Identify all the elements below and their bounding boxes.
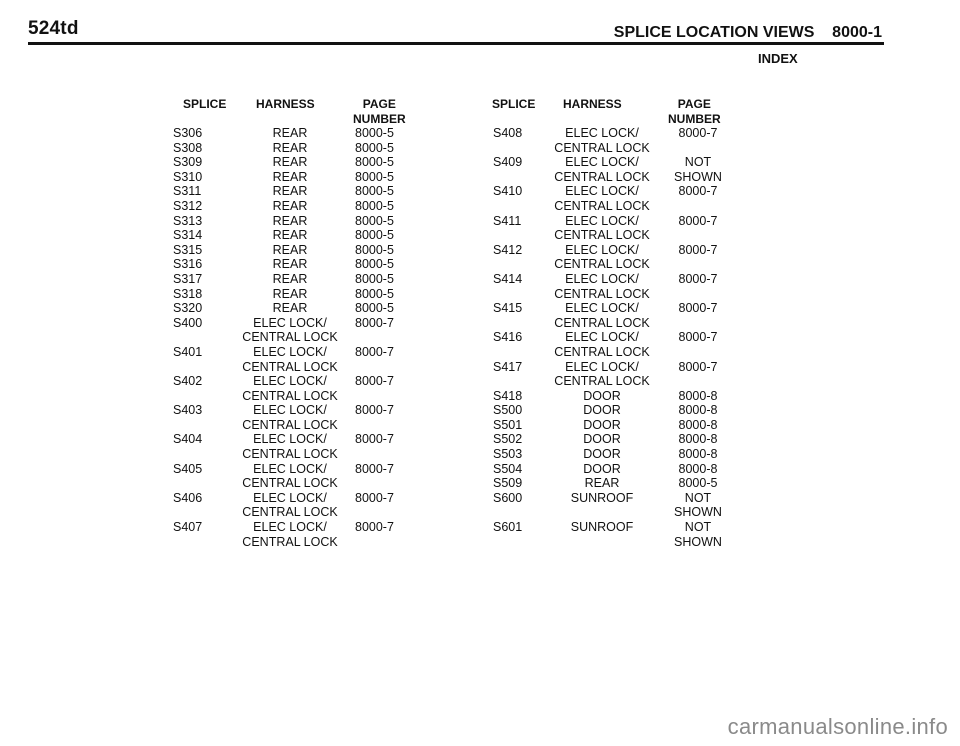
harness-cell: CENTRAL LOCK — [554, 286, 650, 301]
splice-cell: S308 — [173, 140, 203, 155]
page-number-cell: 8000-5 — [355, 126, 394, 140]
page-number-cell: 8000-7 — [355, 315, 394, 330]
splice-cell: S502 — [493, 432, 523, 447]
harness-cell: REAR — [272, 257, 308, 272]
harness-cell: DOOR — [583, 447, 621, 462]
harness-cell: ELEC LOCK/ — [253, 461, 327, 476]
harness-cell: CENTRAL LOCK — [242, 417, 338, 432]
table-row — [493, 374, 735, 389]
splice-cell: S500 — [493, 403, 523, 418]
harness-cell: ELEC LOCK/ — [565, 184, 639, 199]
table-row — [173, 199, 423, 214]
splice-cell — [493, 316, 543, 331]
harness-cell: CENTRAL LOCK — [554, 140, 650, 155]
table-row — [493, 476, 735, 491]
harness-cell: DOOR — [583, 417, 621, 432]
harness-cell: CENTRAL LOCK — [242, 534, 338, 549]
page-number-cell: 8000-5 — [355, 257, 394, 272]
table-row — [493, 184, 735, 199]
splice-cell — [173, 476, 231, 491]
page-number-cell: SHOWN — [674, 169, 722, 184]
splice-cell: S310 — [173, 169, 203, 184]
harness-cell: ELEC LOCK/ — [565, 330, 639, 345]
page-number-cell: 8000-5 — [355, 184, 394, 199]
page-number-cell — [661, 316, 735, 331]
table-row — [173, 257, 423, 272]
splice-cell: S306 — [173, 126, 203, 140]
splice-cell: S504 — [493, 461, 523, 476]
splice-cell: S314 — [173, 228, 203, 243]
splice-cell — [493, 141, 543, 156]
page-number-cell: 8000-7 — [678, 301, 718, 316]
page-number-cell: 8000-5 — [355, 228, 394, 243]
table-row — [493, 505, 735, 520]
splice-cell: S404 — [173, 432, 203, 447]
page-number-cell: 8000-5 — [355, 242, 394, 257]
page-number-cell: 8000-7 — [678, 271, 718, 286]
table-row — [173, 330, 423, 345]
table-row — [493, 535, 735, 550]
splice-cell: S320 — [173, 301, 203, 316]
table-row — [493, 447, 735, 462]
splice-cell: S600 — [493, 490, 523, 505]
splice-cell: S406 — [173, 490, 203, 505]
splice-cell: S401 — [173, 344, 203, 359]
table-row — [173, 228, 423, 243]
splice-cell: S407 — [173, 520, 203, 535]
harness-cell: REAR — [584, 476, 620, 491]
harness-cell: REAR — [272, 228, 308, 243]
table-row — [493, 418, 735, 433]
page-number-cell: 8000-7 — [678, 184, 718, 199]
table-row — [493, 243, 735, 258]
harness-cell: ELEC LOCK/ — [253, 374, 327, 389]
left-splice-header: SPLICE — [183, 97, 227, 111]
left-page-header: PAGE NUMBER — [353, 97, 406, 126]
page-number-cell: NOT — [684, 490, 712, 505]
page-number-cell: 8000-7 — [678, 213, 718, 228]
page-number-cell: 8000-7 — [355, 374, 394, 389]
table-row — [173, 301, 423, 316]
splice-cell: S414 — [493, 271, 523, 286]
harness-cell: CENTRAL LOCK — [554, 344, 650, 359]
splice-cell: S317 — [173, 271, 203, 286]
table-row — [493, 301, 735, 316]
right-splice-header: SPLICE — [492, 97, 536, 111]
table-row — [493, 360, 735, 375]
table-row — [493, 330, 735, 345]
harness-cell: DOOR — [583, 432, 621, 447]
page-number-cell: NOT — [684, 155, 712, 170]
table-row — [173, 214, 423, 229]
harness-cell: CENTRAL LOCK — [554, 257, 650, 272]
harness-cell: CENTRAL LOCK — [242, 476, 338, 491]
table-row — [493, 228, 735, 243]
splice-cell — [173, 447, 231, 462]
table-row — [493, 155, 735, 170]
harness-cell — [543, 505, 661, 520]
table-row — [493, 520, 735, 535]
splice-cell: S309 — [173, 155, 203, 170]
right-splice-table — [493, 126, 735, 549]
harness-cell: SUNROOF — [570, 490, 634, 505]
splice-cell: S315 — [173, 242, 203, 257]
splice-cell — [173, 535, 231, 550]
table-row — [493, 141, 735, 156]
harness-cell: ELEC LOCK/ — [253, 315, 327, 330]
table-row — [173, 272, 423, 287]
page-number-cell — [349, 535, 423, 550]
harness-cell: ELEC LOCK/ — [565, 213, 639, 228]
page-number-cell: 8000-5 — [355, 198, 394, 213]
table-row — [173, 360, 423, 375]
harness-cell: DOOR — [583, 388, 621, 403]
table-row — [173, 447, 423, 462]
page-number-cell: 8000-8 — [678, 417, 718, 432]
harness-cell: REAR — [272, 213, 308, 228]
harness-cell: CENTRAL LOCK — [554, 228, 650, 243]
splice-cell: S412 — [493, 242, 523, 257]
watermark: carmanualsonline.info — [727, 714, 948, 739]
splice-cell — [173, 505, 231, 520]
page-number-cell: 8000-7 — [355, 403, 394, 418]
splice-cell — [173, 418, 231, 433]
splice-cell: S415 — [493, 301, 523, 316]
splice-cell: S408 — [493, 126, 523, 140]
splice-cell — [493, 345, 543, 360]
page-number-cell — [349, 360, 423, 375]
table-row — [173, 316, 423, 331]
harness-cell: REAR — [272, 169, 308, 184]
table-row — [493, 345, 735, 360]
harness-cell: REAR — [272, 301, 308, 316]
table-row — [173, 243, 423, 258]
table-row — [493, 170, 735, 185]
splice-cell — [493, 199, 543, 214]
splice-cell: S509 — [493, 476, 523, 491]
splice-cell: S411 — [493, 213, 522, 228]
splice-cell: S409 — [493, 155, 523, 170]
splice-cell — [493, 505, 543, 520]
harness-cell: ELEC LOCK/ — [565, 126, 639, 140]
splice-cell: S416 — [493, 330, 523, 345]
harness-cell: ELEC LOCK/ — [565, 242, 639, 257]
splice-cell — [493, 535, 543, 550]
page-number-cell — [349, 447, 423, 462]
harness-cell: CENTRAL LOCK — [242, 388, 338, 403]
page-number-cell: 8000-5 — [355, 213, 394, 228]
harness-cell: REAR — [272, 242, 308, 257]
table-row — [173, 374, 423, 389]
splice-cell: S403 — [173, 403, 203, 418]
harness-cell: CENTRAL LOCK — [554, 198, 650, 213]
splice-cell: S405 — [173, 461, 203, 476]
harness-cell: SUNROOF — [570, 520, 634, 535]
splice-cell: S402 — [173, 374, 203, 389]
page-number-cell — [661, 141, 735, 156]
table-row — [173, 345, 423, 360]
table-row — [173, 389, 423, 404]
table-row — [493, 126, 735, 141]
page-number-cell — [661, 228, 735, 243]
table-row — [173, 418, 423, 433]
harness-cell: ELEC LOCK/ — [565, 155, 639, 170]
table-row — [493, 403, 735, 418]
page-number-cell: 8000-7 — [355, 432, 394, 447]
left-splice-table — [173, 126, 423, 549]
page-number-cell: 8000-7 — [678, 330, 718, 345]
splice-cell: S312 — [173, 198, 203, 213]
splice-cell — [493, 257, 543, 272]
harness-cell: ELEC LOCK/ — [253, 403, 327, 418]
harness-cell: REAR — [272, 126, 308, 140]
page-number-cell: 8000-8 — [678, 447, 718, 462]
page-number-cell: 8000-7 — [678, 359, 718, 374]
table-row — [173, 184, 423, 199]
splice-cell — [493, 228, 543, 243]
page-number-cell: 8000-7 — [678, 242, 718, 257]
page-number-cell: SHOWN — [674, 534, 722, 549]
splice-cell: S417 — [493, 359, 523, 374]
page-number-cell: SHOWN — [674, 505, 722, 520]
table-row — [493, 257, 735, 272]
page-number-cell: 8000-8 — [678, 461, 718, 476]
page-number-cell: 8000-5 — [355, 140, 394, 155]
harness-cell: DOOR — [583, 403, 621, 418]
page-number-cell — [349, 418, 423, 433]
page-number-cell — [661, 257, 735, 272]
page-number-cell — [661, 374, 735, 389]
table-row — [493, 432, 735, 447]
harness-cell: ELEC LOCK/ — [253, 490, 327, 505]
splice-cell: S418 — [493, 388, 523, 403]
page-number-cell: 8000-5 — [355, 155, 394, 170]
table-row — [173, 287, 423, 302]
splice-cell: S313 — [173, 213, 203, 228]
harness-cell: ELEC LOCK/ — [565, 301, 639, 316]
page-number-cell: 8000-5 — [355, 301, 394, 316]
harness-cell: CENTRAL LOCK — [554, 315, 650, 330]
splice-cell — [493, 287, 543, 302]
splice-cell — [173, 360, 231, 375]
harness-cell: CENTRAL LOCK — [242, 359, 338, 374]
splice-cell — [173, 330, 231, 345]
table-row — [493, 491, 735, 506]
index-subtitle: INDEX — [758, 51, 798, 66]
table-row — [173, 155, 423, 170]
harness-cell: CENTRAL LOCK — [554, 169, 650, 184]
left-harness-header: HARNESS — [256, 97, 315, 111]
table-row — [173, 491, 423, 506]
page-title: SPLICE LOCATION VIEWS 8000-1 — [613, 24, 882, 41]
table-row — [173, 141, 423, 156]
page-number-cell: 8000-7 — [355, 520, 394, 535]
page-number-cell — [349, 476, 423, 491]
table-row — [493, 462, 735, 477]
table-row — [493, 287, 735, 302]
harness-cell: ELEC LOCK/ — [253, 344, 327, 359]
table-row — [173, 476, 423, 491]
page-number-cell — [349, 330, 423, 345]
page-number-cell — [349, 505, 423, 520]
page-number-cell — [661, 199, 735, 214]
page-number-cell — [349, 389, 423, 404]
table-row — [173, 505, 423, 520]
table-row — [173, 520, 423, 535]
header-rule — [28, 42, 884, 45]
table-row — [493, 199, 735, 214]
harness-cell: DOOR — [583, 461, 621, 476]
splice-cell — [493, 170, 543, 185]
harness-cell: CENTRAL LOCK — [242, 330, 338, 345]
splice-cell — [493, 374, 543, 389]
splice-cell: S601 — [493, 520, 523, 535]
splice-cell: S410 — [493, 184, 523, 199]
harness-cell — [543, 535, 661, 550]
splice-cell — [173, 389, 231, 404]
harness-cell: ELEC LOCK/ — [253, 432, 327, 447]
page-number-cell: 8000-5 — [355, 271, 394, 286]
splice-cell: S311 — [173, 184, 202, 199]
harness-cell: REAR — [272, 271, 308, 286]
table-row — [493, 389, 735, 404]
page-number-cell: 8000-7 — [355, 461, 394, 476]
model-label: 524td — [28, 18, 79, 39]
table-row — [493, 272, 735, 287]
table-row — [173, 126, 423, 141]
page-number-cell: 8000-7 — [355, 490, 394, 505]
page-number-cell: 8000-5 — [355, 169, 394, 184]
harness-cell: ELEC LOCK/ — [565, 359, 639, 374]
splice-cell: S501 — [493, 417, 523, 432]
harness-cell: REAR — [272, 286, 308, 301]
harness-cell: CENTRAL LOCK — [554, 374, 650, 389]
harness-cell: CENTRAL LOCK — [242, 505, 338, 520]
right-page-header: PAGE NUMBER — [668, 97, 721, 126]
table-row — [173, 403, 423, 418]
table-row — [173, 462, 423, 477]
splice-cell: S316 — [173, 257, 203, 272]
table-row — [493, 316, 735, 331]
page-number-cell: 8000-7 — [678, 126, 718, 140]
splice-cell: S318 — [173, 286, 203, 301]
page-number-cell: 8000-8 — [678, 432, 718, 447]
harness-cell: REAR — [272, 140, 308, 155]
harness-cell: REAR — [272, 198, 308, 213]
page-number-cell: 8000-8 — [678, 403, 718, 418]
table-row — [173, 432, 423, 447]
page-number-cell: 8000-8 — [678, 388, 718, 403]
table-row — [173, 535, 423, 550]
page-number-cell — [661, 345, 735, 360]
page-number-cell: 8000-7 — [355, 344, 394, 359]
page-number-cell — [661, 287, 735, 302]
splice-cell: S400 — [173, 315, 203, 330]
table-row — [173, 170, 423, 185]
harness-cell: REAR — [272, 184, 308, 199]
page-number-cell: 8000-5 — [678, 476, 718, 491]
harness-cell: ELEC LOCK/ — [253, 520, 327, 535]
harness-cell: ELEC LOCK/ — [565, 271, 639, 286]
harness-cell: CENTRAL LOCK — [242, 447, 338, 462]
page-number-cell: 8000-5 — [355, 286, 394, 301]
page-number-cell: NOT — [684, 520, 712, 535]
splice-cell: S503 — [493, 447, 523, 462]
table-row — [493, 214, 735, 229]
right-harness-header: HARNESS — [563, 97, 622, 111]
harness-cell: REAR — [272, 155, 308, 170]
